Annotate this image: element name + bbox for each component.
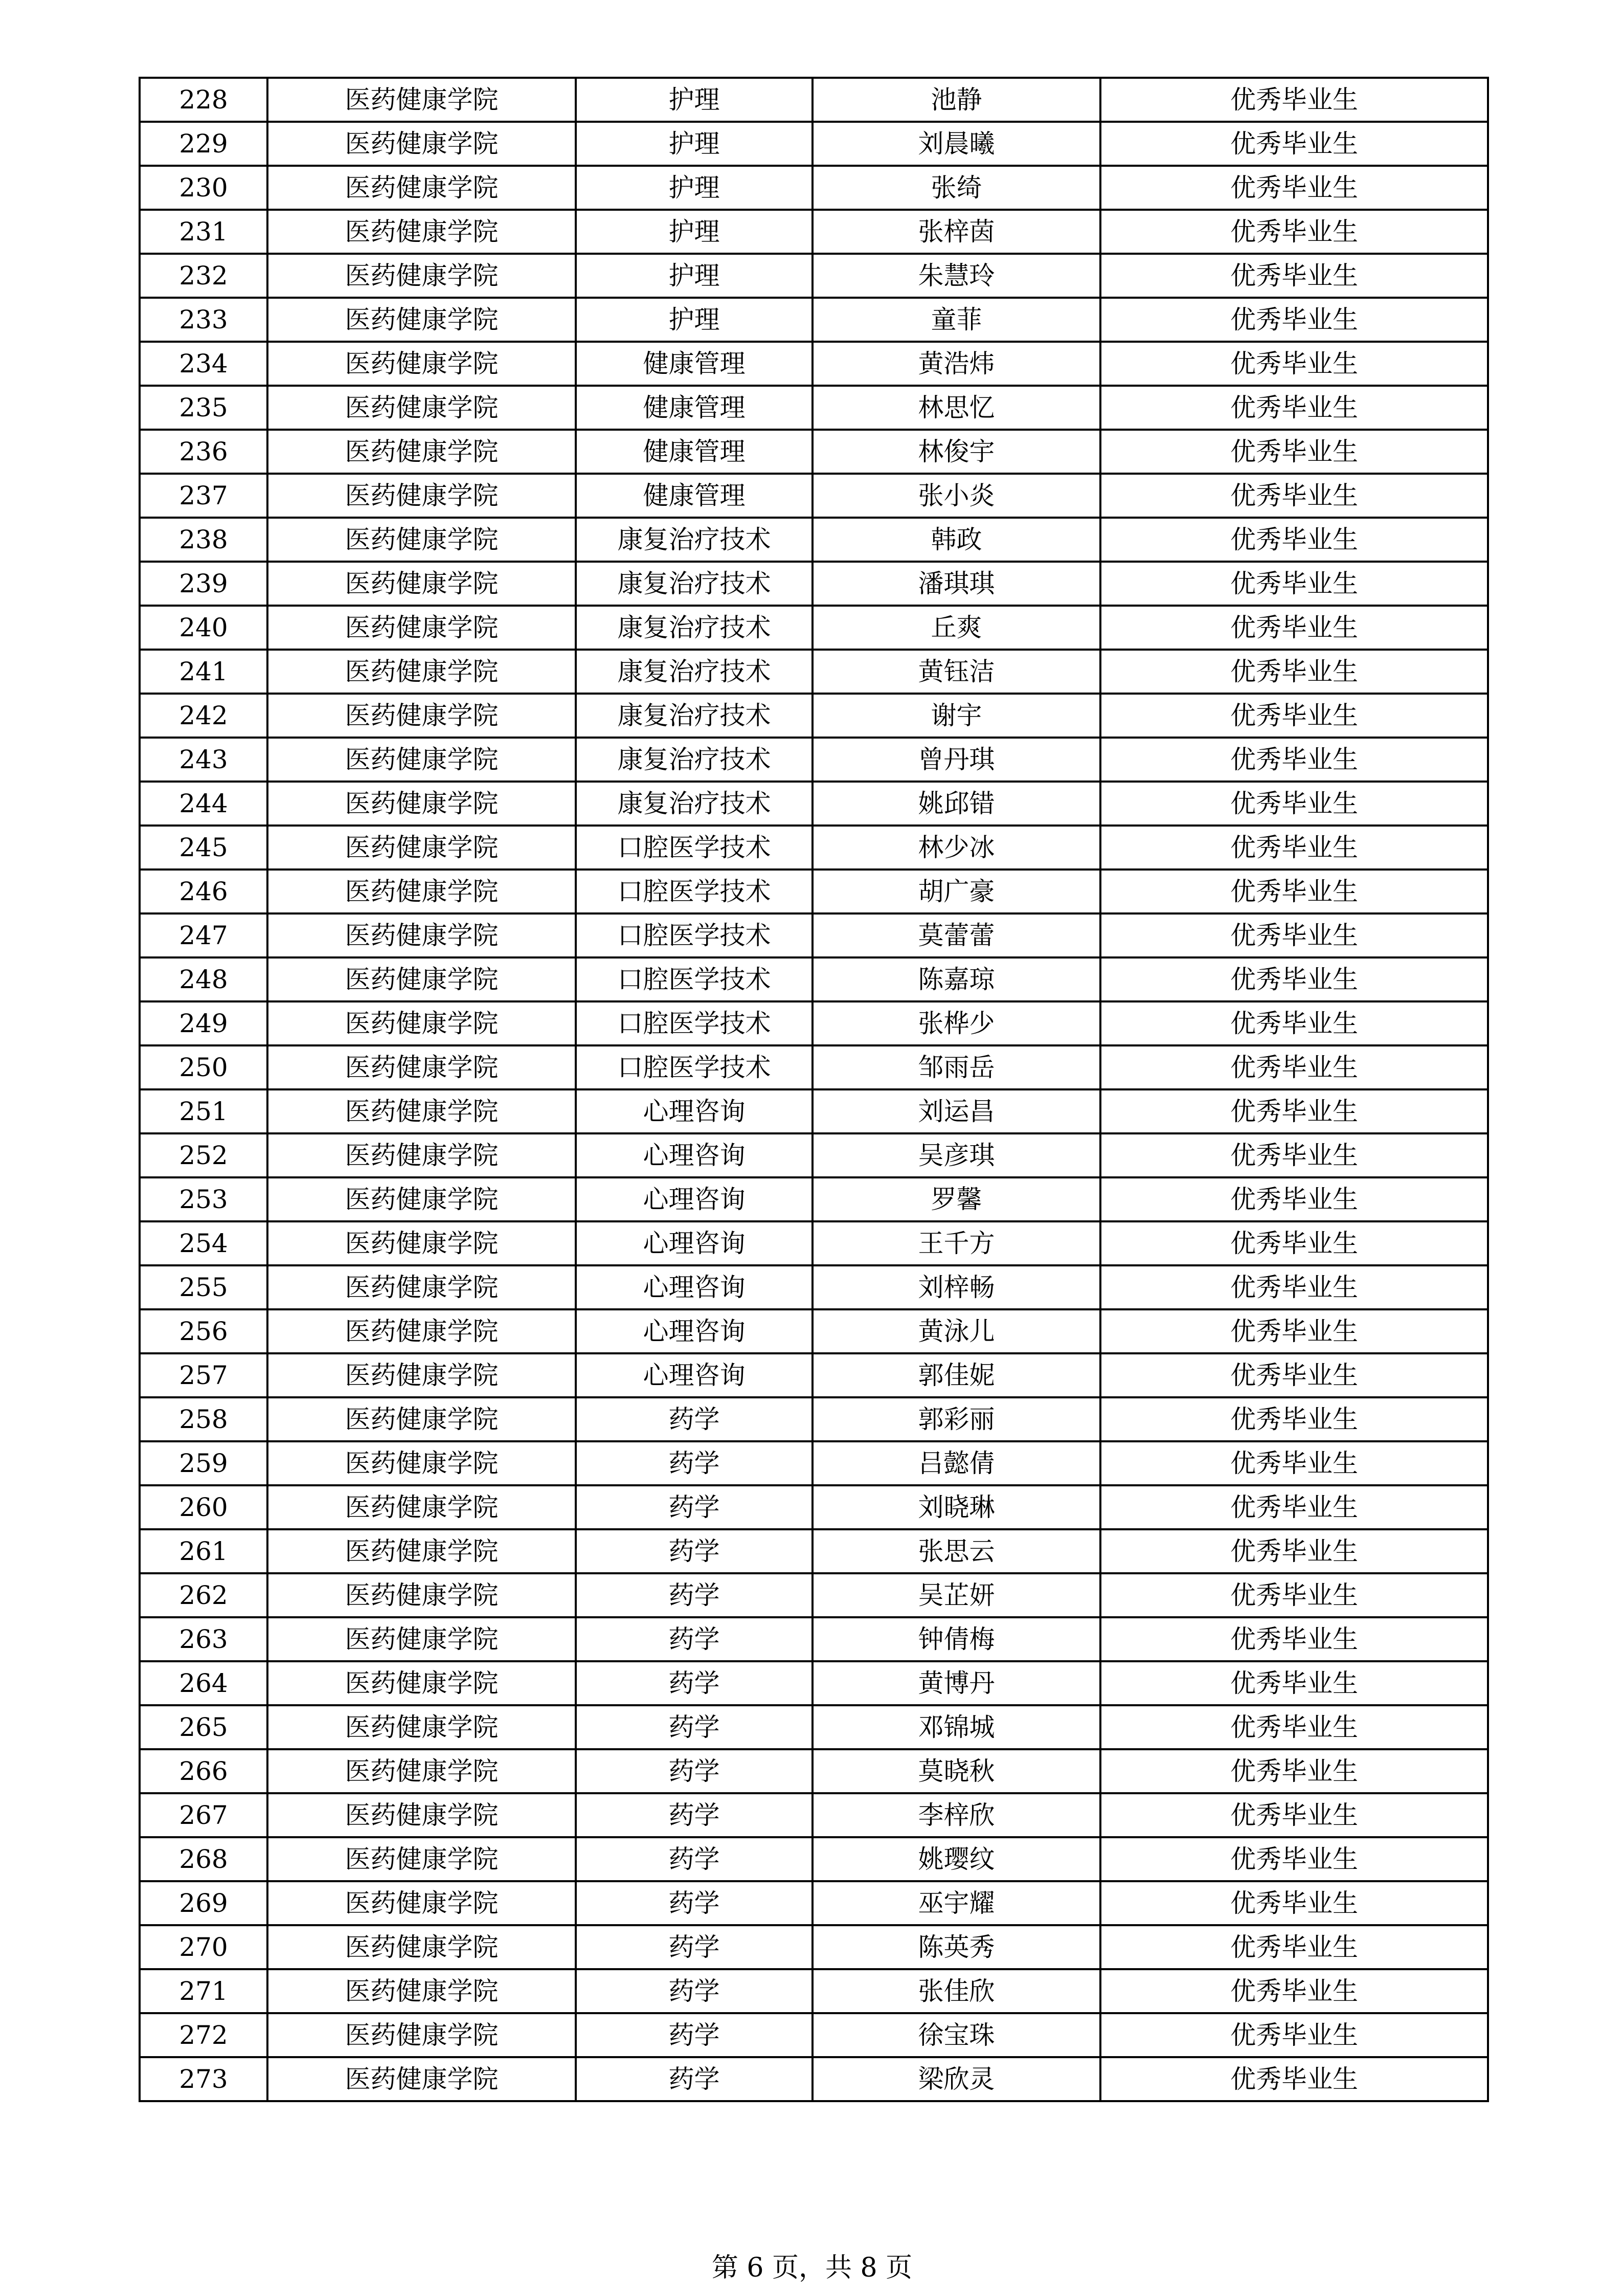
table-row	[140, 78, 1488, 122]
honor-cell: 优秀毕业生	[1100, 1221, 1488, 1265]
student-name-cell: 梁欣灵	[813, 2057, 1100, 2101]
honor-cell: 优秀毕业生	[1100, 298, 1488, 342]
row-number: 268	[140, 1837, 267, 1881]
major-cell: 健康管理	[576, 342, 813, 386]
college-cell: 医药健康学院	[267, 1177, 576, 1221]
honor-cell: 优秀毕业生	[1100, 1705, 1488, 1749]
honor-cell: 优秀毕业生	[1100, 694, 1488, 738]
student-name-cell: 王千方	[813, 1221, 1100, 1265]
student-name-cell: 池静	[813, 78, 1100, 122]
row-number: 249	[140, 1001, 267, 1045]
student-name-cell: 林思忆	[813, 386, 1100, 430]
major-cell: 药学	[576, 1661, 813, 1705]
college-cell: 医药健康学院	[267, 1705, 576, 1749]
major-cell: 口腔医学技术	[576, 870, 813, 913]
table-row	[140, 2057, 1488, 2101]
row-number: 232	[140, 254, 267, 298]
honor-cell: 优秀毕业生	[1100, 1529, 1488, 1573]
student-name-cell: 李梓欣	[813, 1793, 1100, 1837]
college-cell: 医药健康学院	[267, 2013, 576, 2057]
major-cell: 药学	[576, 1617, 813, 1661]
row-number: 229	[140, 122, 267, 166]
student-name-cell: 姚邱错	[813, 782, 1100, 826]
major-cell: 药学	[576, 1529, 813, 1573]
honor-cell: 优秀毕业生	[1100, 2057, 1488, 2101]
major-cell: 康复治疗技术	[576, 782, 813, 826]
table-row	[140, 957, 1488, 1001]
row-number: 247	[140, 913, 267, 957]
major-cell: 口腔医学技术	[576, 913, 813, 957]
student-name-cell: 莫蕾蕾	[813, 913, 1100, 957]
table-row	[140, 122, 1488, 166]
table-row	[140, 1837, 1488, 1881]
row-number: 234	[140, 342, 267, 386]
table-row	[140, 342, 1488, 386]
table-row	[140, 1793, 1488, 1837]
college-cell: 医药健康学院	[267, 474, 576, 518]
major-cell: 康复治疗技术	[576, 518, 813, 562]
honor-cell: 优秀毕业生	[1100, 1837, 1488, 1881]
honor-cell: 优秀毕业生	[1100, 1265, 1488, 1309]
college-cell: 医药健康学院	[267, 1221, 576, 1265]
honor-cell: 优秀毕业生	[1100, 342, 1488, 386]
table-row	[140, 1001, 1488, 1045]
row-number: 269	[140, 1881, 267, 1925]
major-cell: 心理咨询	[576, 1133, 813, 1177]
page-number: 第 6 页，共 8 页	[711, 2253, 913, 2283]
honor-cell: 优秀毕业生	[1100, 1661, 1488, 1705]
honor-cell: 优秀毕业生	[1100, 913, 1488, 957]
student-name-cell: 张佳欣	[813, 1969, 1100, 2013]
college-cell: 医药健康学院	[267, 650, 576, 694]
roster-table-body	[140, 78, 1488, 2101]
major-cell: 药学	[576, 1925, 813, 1969]
row-number: 236	[140, 430, 267, 474]
row-number: 270	[140, 1925, 267, 1969]
honor-cell: 优秀毕业生	[1100, 1353, 1488, 1397]
table-row	[140, 1441, 1488, 1485]
college-cell: 医药健康学院	[267, 1353, 576, 1397]
row-number: 228	[140, 78, 267, 122]
honor-cell: 优秀毕业生	[1100, 1089, 1488, 1133]
college-cell: 医药健康学院	[267, 738, 576, 782]
table-row	[140, 518, 1488, 562]
table-row	[140, 474, 1488, 518]
college-cell: 医药健康学院	[267, 254, 576, 298]
row-number: 243	[140, 738, 267, 782]
table-row	[140, 1177, 1488, 1221]
student-name-cell: 丘爽	[813, 606, 1100, 650]
college-cell: 医药健康学院	[267, 913, 576, 957]
student-name-cell: 刘晓琳	[813, 1485, 1100, 1529]
row-number: 258	[140, 1397, 267, 1441]
row-number: 273	[140, 2057, 267, 2101]
student-name-cell: 巫宇耀	[813, 1881, 1100, 1925]
honor-cell: 优秀毕业生	[1100, 1485, 1488, 1529]
student-name-cell: 黄钰洁	[813, 650, 1100, 694]
major-cell: 护理	[576, 78, 813, 122]
major-cell: 心理咨询	[576, 1265, 813, 1309]
college-cell: 医药健康学院	[267, 1925, 576, 1969]
student-name-cell: 朱慧玲	[813, 254, 1100, 298]
major-cell: 护理	[576, 298, 813, 342]
table-row	[140, 1925, 1488, 1969]
student-name-cell: 张小炎	[813, 474, 1100, 518]
table-row	[140, 1573, 1488, 1617]
student-name-cell: 刘梓畅	[813, 1265, 1100, 1309]
honor-cell: 优秀毕业生	[1100, 2013, 1488, 2057]
table-row	[140, 606, 1488, 650]
major-cell: 药学	[576, 1397, 813, 1441]
table-row	[140, 782, 1488, 826]
college-cell: 医药健康学院	[267, 1969, 576, 2013]
row-number: 230	[140, 166, 267, 210]
college-cell: 医药健康学院	[267, 1661, 576, 1705]
row-number: 246	[140, 870, 267, 913]
college-cell: 医药健康学院	[267, 606, 576, 650]
table-row	[140, 430, 1488, 474]
row-number: 248	[140, 957, 267, 1001]
honor-cell: 优秀毕业生	[1100, 1001, 1488, 1045]
honor-cell: 优秀毕业生	[1100, 870, 1488, 913]
student-name-cell: 韩政	[813, 518, 1100, 562]
honor-cell: 优秀毕业生	[1100, 78, 1488, 122]
major-cell: 心理咨询	[576, 1221, 813, 1265]
honor-cell: 优秀毕业生	[1100, 210, 1488, 254]
honor-cell: 优秀毕业生	[1100, 1045, 1488, 1089]
table-row	[140, 562, 1488, 606]
major-cell: 健康管理	[576, 386, 813, 430]
college-cell: 医药健康学院	[267, 1045, 576, 1089]
major-cell: 药学	[576, 1793, 813, 1837]
row-number: 244	[140, 782, 267, 826]
college-cell: 医药健康学院	[267, 1441, 576, 1485]
student-name-cell: 张思云	[813, 1529, 1100, 1573]
major-cell: 护理	[576, 166, 813, 210]
student-name-cell: 潘琪琪	[813, 562, 1100, 606]
major-cell: 药学	[576, 2057, 813, 2101]
honor-cell: 优秀毕业生	[1100, 518, 1488, 562]
student-name-cell: 姚璎纹	[813, 1837, 1100, 1881]
student-name-cell: 陈嘉琼	[813, 957, 1100, 1001]
table-row	[140, 1881, 1488, 1925]
student-name-cell: 黄浩炜	[813, 342, 1100, 386]
major-cell: 药学	[576, 1881, 813, 1925]
major-cell: 口腔医学技术	[576, 826, 813, 870]
student-name-cell: 徐宝珠	[813, 2013, 1100, 2057]
major-cell: 药学	[576, 1573, 813, 1617]
row-number: 245	[140, 826, 267, 870]
major-cell: 药学	[576, 1485, 813, 1529]
row-number: 257	[140, 1353, 267, 1397]
table-row	[140, 1661, 1488, 1705]
student-name-cell: 林俊宇	[813, 430, 1100, 474]
row-number: 240	[140, 606, 267, 650]
table-row	[140, 1133, 1488, 1177]
honor-cell: 优秀毕业生	[1100, 957, 1488, 1001]
row-number: 254	[140, 1221, 267, 1265]
table-row	[140, 1045, 1488, 1089]
student-name-cell: 邓锦城	[813, 1705, 1100, 1749]
student-name-cell: 邹雨岳	[813, 1045, 1100, 1089]
college-cell: 医药健康学院	[267, 694, 576, 738]
major-cell: 口腔医学技术	[576, 957, 813, 1001]
row-number: 237	[140, 474, 267, 518]
honor-cell: 优秀毕业生	[1100, 826, 1488, 870]
table-row	[140, 2013, 1488, 2057]
row-number: 271	[140, 1969, 267, 2013]
college-cell: 医药健康学院	[267, 2057, 576, 2101]
table-row	[140, 298, 1488, 342]
major-cell: 药学	[576, 1749, 813, 1793]
row-number: 262	[140, 1573, 267, 1617]
college-cell: 医药健康学院	[267, 1617, 576, 1661]
student-name-cell: 林少冰	[813, 826, 1100, 870]
college-cell: 医药健康学院	[267, 518, 576, 562]
table-row	[140, 1617, 1488, 1661]
college-cell: 医药健康学院	[267, 1573, 576, 1617]
student-name-cell: 童菲	[813, 298, 1100, 342]
table-row	[140, 210, 1488, 254]
row-number: 261	[140, 1529, 267, 1573]
row-number: 242	[140, 694, 267, 738]
college-cell: 医药健康学院	[267, 1793, 576, 1837]
honor-cell: 优秀毕业生	[1100, 166, 1488, 210]
college-cell: 医药健康学院	[267, 1133, 576, 1177]
major-cell: 健康管理	[576, 430, 813, 474]
college-cell: 医药健康学院	[267, 957, 576, 1001]
student-name-cell: 陈英秀	[813, 1925, 1100, 1969]
student-name-cell: 黄博丹	[813, 1661, 1100, 1705]
college-cell: 医药健康学院	[267, 342, 576, 386]
college-cell: 医药健康学院	[267, 430, 576, 474]
major-cell: 药学	[576, 1441, 813, 1485]
student-name-cell: 郭彩丽	[813, 1397, 1100, 1441]
student-name-cell: 吕懿倩	[813, 1441, 1100, 1485]
major-cell: 口腔医学技术	[576, 1001, 813, 1045]
table-row	[140, 870, 1488, 913]
college-cell: 医药健康学院	[267, 166, 576, 210]
student-name-cell: 吴芷妍	[813, 1573, 1100, 1617]
college-cell: 医药健康学院	[267, 1397, 576, 1441]
table-row	[140, 1309, 1488, 1353]
row-number: 267	[140, 1793, 267, 1837]
college-cell: 医药健康学院	[267, 1309, 576, 1353]
college-cell: 医药健康学院	[267, 1485, 576, 1529]
table-row	[140, 1353, 1488, 1397]
table-row	[140, 694, 1488, 738]
major-cell: 康复治疗技术	[576, 650, 813, 694]
major-cell: 健康管理	[576, 474, 813, 518]
major-cell: 心理咨询	[576, 1089, 813, 1133]
honor-cell: 优秀毕业生	[1100, 562, 1488, 606]
row-number: 272	[140, 2013, 267, 2057]
honor-cell: 优秀毕业生	[1100, 1573, 1488, 1617]
honor-cell: 优秀毕业生	[1100, 430, 1488, 474]
honor-cell: 优秀毕业生	[1100, 1441, 1488, 1485]
honor-cell: 优秀毕业生	[1100, 1309, 1488, 1353]
major-cell: 康复治疗技术	[576, 562, 813, 606]
table-row	[140, 1969, 1488, 2013]
honor-cell: 优秀毕业生	[1100, 1177, 1488, 1221]
row-number: 260	[140, 1485, 267, 1529]
student-name-cell: 张桦少	[813, 1001, 1100, 1045]
major-cell: 护理	[576, 122, 813, 166]
row-number: 250	[140, 1045, 267, 1089]
college-cell: 医药健康学院	[267, 1001, 576, 1045]
row-number: 264	[140, 1661, 267, 1705]
student-name-cell: 吴彦琪	[813, 1133, 1100, 1177]
row-number: 238	[140, 518, 267, 562]
college-cell: 医药健康学院	[267, 870, 576, 913]
student-name-cell: 胡广豪	[813, 870, 1100, 913]
honor-cell: 优秀毕业生	[1100, 606, 1488, 650]
row-number: 253	[140, 1177, 267, 1221]
honor-cell: 优秀毕业生	[1100, 1617, 1488, 1661]
table-row	[140, 913, 1488, 957]
honor-cell: 优秀毕业生	[1100, 650, 1488, 694]
honor-cell: 优秀毕业生	[1100, 1925, 1488, 1969]
row-number: 266	[140, 1749, 267, 1793]
college-cell: 医药健康学院	[267, 562, 576, 606]
college-cell: 医药健康学院	[267, 210, 576, 254]
table-row	[140, 386, 1488, 430]
major-cell: 药学	[576, 1837, 813, 1881]
row-number: 256	[140, 1309, 267, 1353]
college-cell: 医药健康学院	[267, 1529, 576, 1573]
table-row	[140, 166, 1488, 210]
honor-cell: 优秀毕业生	[1100, 1969, 1488, 2013]
student-name-cell: 刘运昌	[813, 1089, 1100, 1133]
honor-cell: 优秀毕业生	[1100, 1133, 1488, 1177]
major-cell: 药学	[576, 2013, 813, 2057]
student-name-cell: 黄泳儿	[813, 1309, 1100, 1353]
student-name-cell: 谢宇	[813, 694, 1100, 738]
honor-cell: 优秀毕业生	[1100, 1397, 1488, 1441]
college-cell: 医药健康学院	[267, 1749, 576, 1793]
student-name-cell: 张绮	[813, 166, 1100, 210]
row-number: 265	[140, 1705, 267, 1749]
major-cell: 药学	[576, 1705, 813, 1749]
table-row	[140, 1221, 1488, 1265]
college-cell: 医药健康学院	[267, 1881, 576, 1925]
major-cell: 护理	[576, 210, 813, 254]
table-row	[140, 1089, 1488, 1133]
honor-cell: 优秀毕业生	[1100, 1749, 1488, 1793]
table-row	[140, 1705, 1488, 1749]
row-number: 239	[140, 562, 267, 606]
table-row	[140, 650, 1488, 694]
row-number: 255	[140, 1265, 267, 1309]
college-cell: 医药健康学院	[267, 782, 576, 826]
college-cell: 医药健康学院	[267, 122, 576, 166]
row-number: 235	[140, 386, 267, 430]
table-row	[140, 738, 1488, 782]
student-name-cell: 钟倩梅	[813, 1617, 1100, 1661]
major-cell: 康复治疗技术	[576, 694, 813, 738]
graduate-roster-table	[139, 77, 1489, 2102]
honor-cell: 优秀毕业生	[1100, 254, 1488, 298]
major-cell: 心理咨询	[576, 1309, 813, 1353]
major-cell: 心理咨询	[576, 1353, 813, 1397]
table-row	[140, 826, 1488, 870]
major-cell: 口腔医学技术	[576, 1045, 813, 1089]
honor-cell: 优秀毕业生	[1100, 782, 1488, 826]
row-number: 231	[140, 210, 267, 254]
college-cell: 医药健康学院	[267, 386, 576, 430]
major-cell: 护理	[576, 254, 813, 298]
table-row	[140, 1397, 1488, 1441]
student-name-cell: 刘晨曦	[813, 122, 1100, 166]
table-row	[140, 1749, 1488, 1793]
row-number: 263	[140, 1617, 267, 1661]
table-row	[140, 1529, 1488, 1573]
college-cell: 医药健康学院	[267, 1837, 576, 1881]
row-number: 252	[140, 1133, 267, 1177]
college-cell: 医药健康学院	[267, 1265, 576, 1309]
table-row	[140, 1485, 1488, 1529]
honor-cell: 优秀毕业生	[1100, 386, 1488, 430]
honor-cell: 优秀毕业生	[1100, 738, 1488, 782]
student-name-cell: 张梓茵	[813, 210, 1100, 254]
student-name-cell: 罗馨	[813, 1177, 1100, 1221]
honor-cell: 优秀毕业生	[1100, 1881, 1488, 1925]
honor-cell: 优秀毕业生	[1100, 474, 1488, 518]
row-number: 259	[140, 1441, 267, 1485]
honor-cell: 优秀毕业生	[1100, 1793, 1488, 1837]
table-row	[140, 1265, 1488, 1309]
student-name-cell: 莫晓秋	[813, 1749, 1100, 1793]
college-cell: 医药健康学院	[267, 1089, 576, 1133]
student-name-cell: 曾丹琪	[813, 738, 1100, 782]
honor-cell: 优秀毕业生	[1100, 122, 1488, 166]
row-number: 251	[140, 1089, 267, 1133]
row-number: 241	[140, 650, 267, 694]
college-cell: 医药健康学院	[267, 298, 576, 342]
major-cell: 康复治疗技术	[576, 606, 813, 650]
row-number: 233	[140, 298, 267, 342]
major-cell: 心理咨询	[576, 1177, 813, 1221]
college-cell: 医药健康学院	[267, 78, 576, 122]
major-cell: 康复治疗技术	[576, 738, 813, 782]
college-cell: 医药健康学院	[267, 826, 576, 870]
table-row	[140, 254, 1488, 298]
major-cell: 药学	[576, 1969, 813, 2013]
student-name-cell: 郭佳妮	[813, 1353, 1100, 1397]
